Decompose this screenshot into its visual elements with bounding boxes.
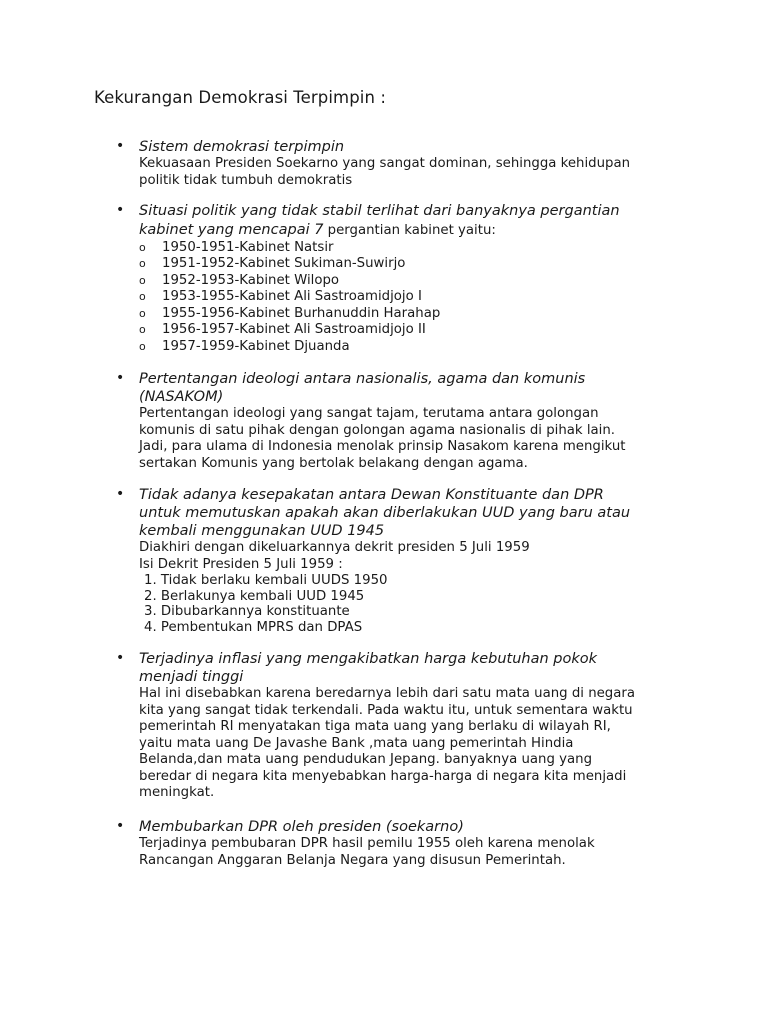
item-text: Terjadinya pembubaran DPR hasil pemilu 1955 oleh karena menolak <box>139 836 595 851</box>
item-heading: Sistem demokrasi terpimpin <box>139 139 345 155</box>
item-text: Diakhiri dengan dikeluarkannya dekrit presiden 5 Juli 1959 <box>139 540 530 555</box>
item-text: sertakan Komunis yang bertolak belakang dengan agama. <box>139 455 528 471</box>
list-item-konstituante <box>116 486 656 635</box>
item-text: Kekuasaan Presiden Soekarno yang sangat dominan, sehingga kehidupan <box>139 156 631 171</box>
decree-list-item: 4. Pembentukan MPRS dan DPAS <box>144 619 363 635</box>
cabinet-list-item <box>116 306 656 323</box>
list-item-inflasi <box>116 650 656 802</box>
bullet-icon: • <box>116 818 125 834</box>
list-item-sistem-demokrasi <box>116 138 656 189</box>
item-text: Rancangan Anggaran Belanja Negara yang disusun Pemerintah. <box>139 852 566 868</box>
item-text: Hal ini disebabkan karena beredarnya lebih dari satu mata uang di negara <box>139 686 636 701</box>
circle-bullet-icon: o <box>139 306 146 320</box>
bullet-icon: • <box>116 202 125 218</box>
item-heading: Pertentangan ideologi antara nasionalis, agama dan komunis <box>139 371 586 387</box>
cabinet-label: 1957-1959-Kabinet Djuanda <box>162 338 350 354</box>
decree-list-item: 1. Tidak berlaku kembali UUDS 1950 <box>144 573 388 588</box>
circle-bullet-icon: o <box>139 273 146 287</box>
item-text: komunis di satu pihak dengan golongan agama nasionalis di pihak lain. <box>139 422 616 438</box>
item-text: beredar di negara kita menyebabkan harga-harga di negara kita menjadi <box>139 768 627 784</box>
cabinet-label: 1952-1953-Kabinet Wilopo <box>162 272 340 288</box>
item-text: meningkat. <box>139 785 215 800</box>
circle-bullet-icon: o <box>139 240 146 254</box>
list-item-situasi-politik <box>116 202 656 355</box>
cabinet-list-item <box>116 322 656 339</box>
list-item-membubarkan-dpr <box>116 818 656 869</box>
item-heading: Terjadinya inflasi yang mengakibatkan harga kebutuhan pokok <box>139 651 598 667</box>
bullet-icon: • <box>116 650 125 666</box>
cabinet-list-item <box>116 240 656 257</box>
cabinet-label: 1950-1951-Kabinet Natsir <box>162 239 334 255</box>
item-heading: kembali menggunakan UUD 1945 <box>139 523 385 539</box>
cabinet-label: 1955-1956-Kabinet Burhanuddin Harahap <box>162 305 441 321</box>
bullet-icon: • <box>116 370 125 386</box>
item-text: politik tidak tumbuh demokratis <box>139 172 353 188</box>
item-text: Isi Dekrit Presiden 5 Juli 1959 : <box>139 556 343 572</box>
bullet-icon: • <box>116 138 125 154</box>
decree-list-item: 2. Berlakunya kembali UUD 1945 <box>144 588 365 604</box>
item-heading: Tidak adanya kesepakatan antara Dewan Konstituante dan DPR <box>139 487 604 503</box>
item-heading: menjadi tinggi <box>139 669 244 685</box>
bullet-icon: • <box>116 486 125 502</box>
circle-bullet-icon: o <box>139 323 146 336</box>
item-heading: (NASAKOM) <box>139 389 224 405</box>
item-heading-continued <box>139 220 656 240</box>
item-text: pemerintah RI menyatakan tiga mata uang yang berlaku di wilayah RI, <box>139 719 611 734</box>
cabinet-list-item <box>116 289 656 306</box>
circle-bullet-icon: o <box>139 257 146 270</box>
cabinet-label: 1956-1957-Kabinet Ali Sastroamidjojo II <box>162 322 426 337</box>
circle-bullet-icon: o <box>139 339 146 353</box>
item-text: Pertentangan ideologi yang sangat tajam, terutama antara golongan <box>139 406 599 421</box>
item-text: Belanda,dan mata uang pendudukan Jepang. banyaknya uang yang <box>139 752 593 767</box>
item-heading: Membubarkan DPR oleh presiden (soekarno) <box>139 819 464 835</box>
cabinet-label: 1951-1952-Kabinet Sukiman-Suwirjo <box>162 256 406 271</box>
item-text: kita yang sangat tidak terkendali. Pada waktu itu, untuk sementara waktu <box>139 702 633 718</box>
cabinet-list-item <box>116 273 656 290</box>
circle-bullet-icon: o <box>139 290 146 303</box>
item-text: yaitu mata uang De Javashe Bank ,mata uang pemerintah Hindia <box>139 735 574 751</box>
cabinet-list <box>139 240 656 356</box>
page-title: Kekurangan Demokrasi Terpimpin : <box>94 88 387 107</box>
item-heading-italic: kabinet yang mencapai 7 <box>139 222 324 238</box>
item-heading: untuk memutuskan apakah akan diberlakukan UUD yang baru atau <box>139 505 631 521</box>
list-item-nasakom <box>116 370 656 472</box>
cabinet-list-item <box>116 256 656 273</box>
item-text: Jadi, para ulama di Indonesia menolak prinsip Nasakom karena mengikut <box>139 439 626 454</box>
cabinet-label: 1953-1955-Kabinet Ali Sastroamidjojo I <box>162 289 422 304</box>
item-heading: Situasi politik yang tidak stabil terlihat dari banyaknya pergantian <box>139 203 620 219</box>
decree-list-item: 3. Dibubarkannya konstituante <box>144 604 350 619</box>
cabinet-list-item <box>116 339 656 356</box>
item-heading-rest: pergantian kabinet yaitu: <box>323 223 496 238</box>
